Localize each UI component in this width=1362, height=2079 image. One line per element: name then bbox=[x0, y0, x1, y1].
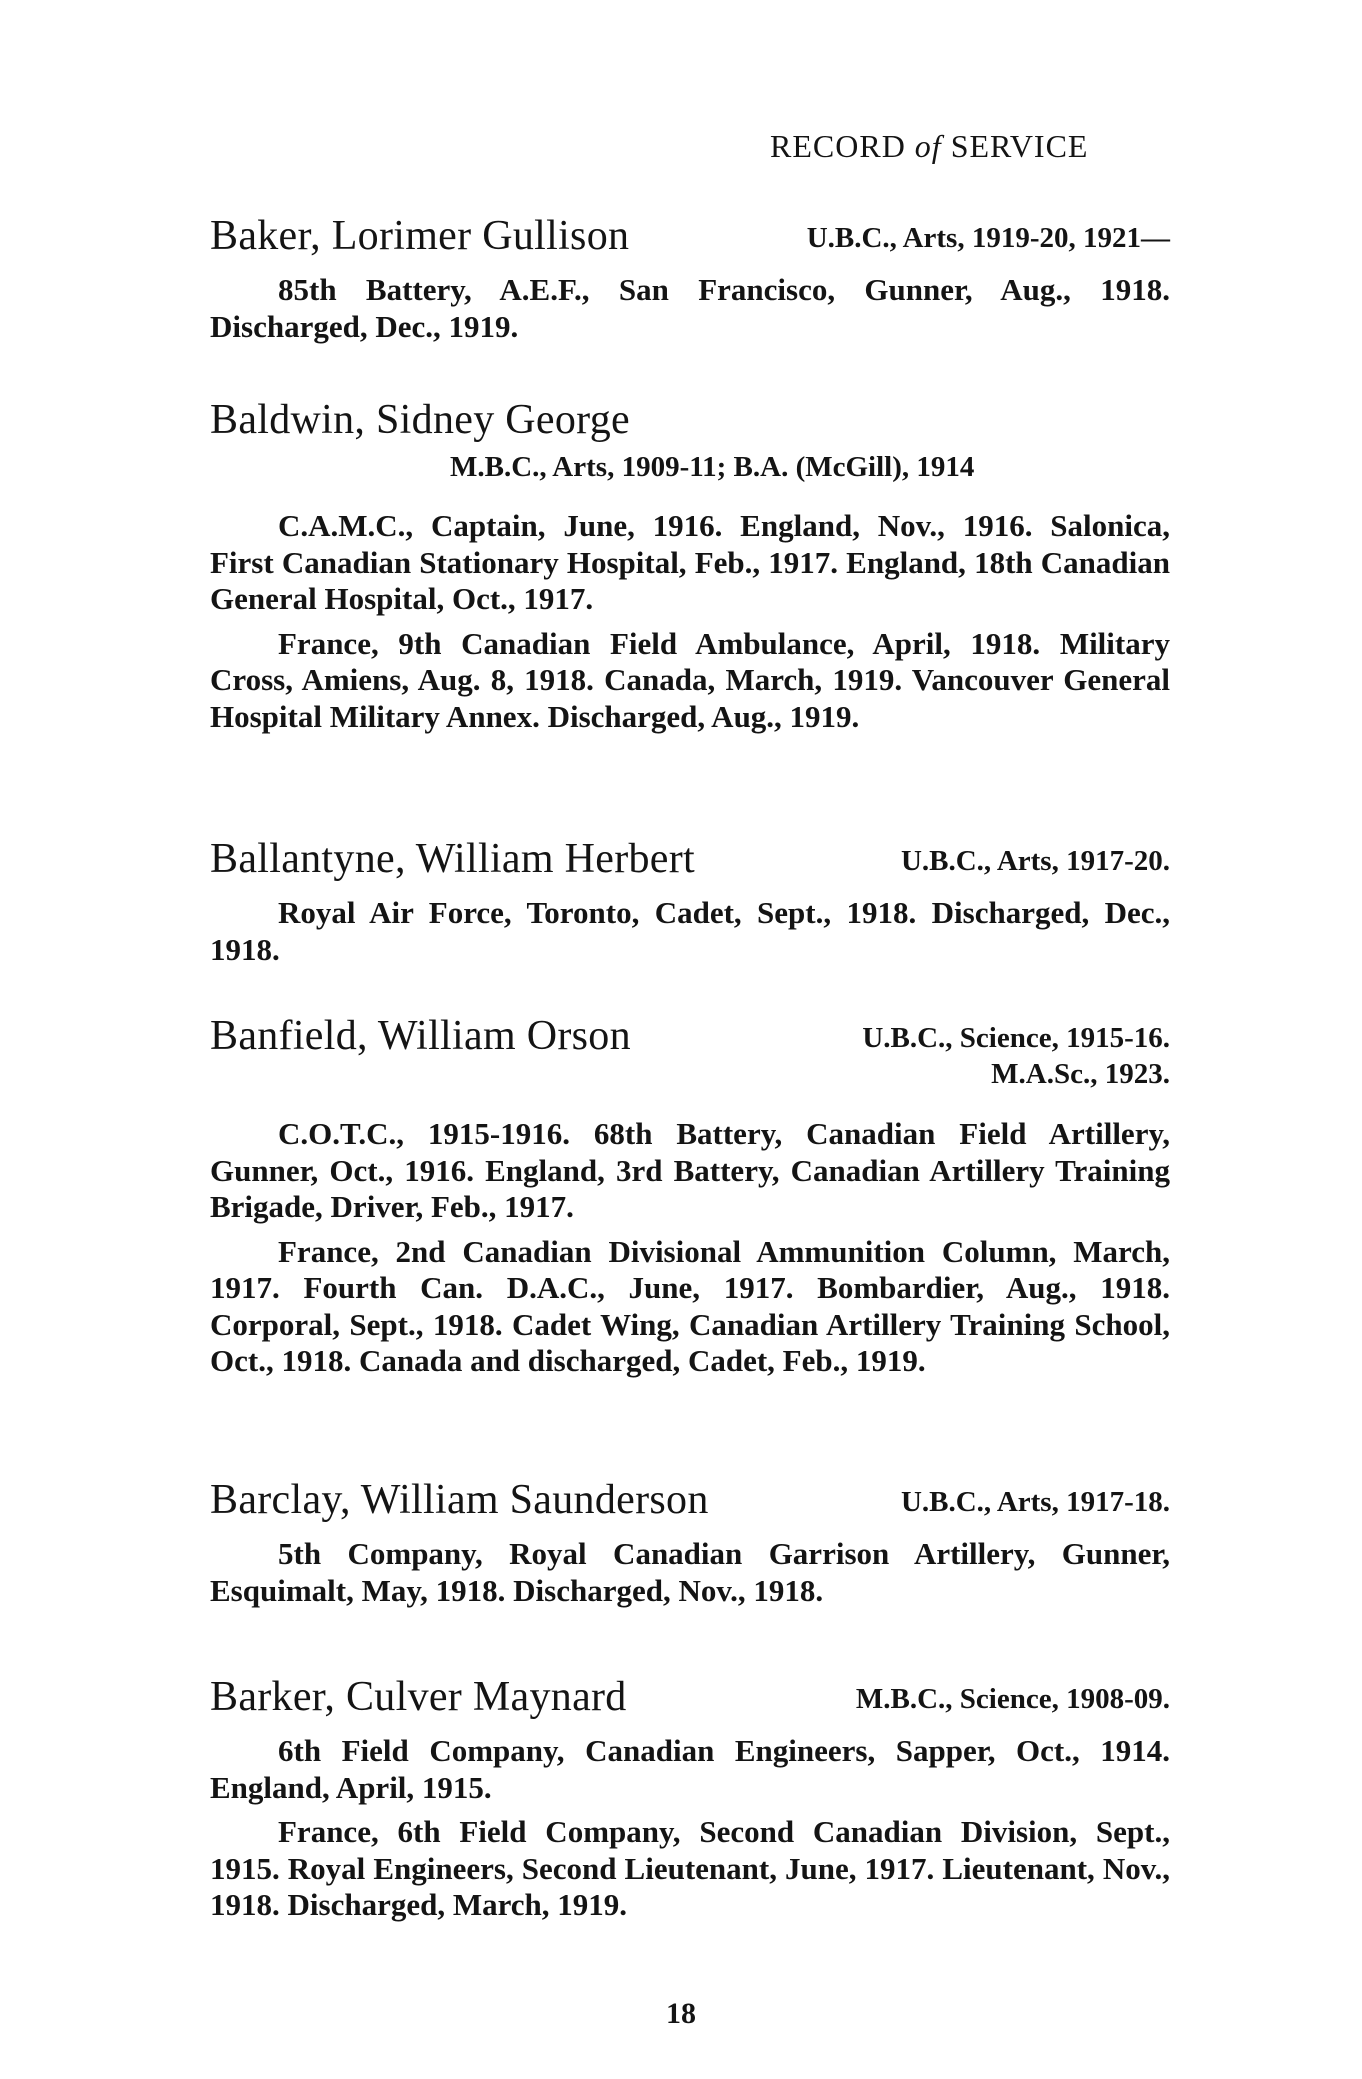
entry-baldwin bbox=[210, 396, 1170, 735]
entry-paragraph: 6th Field Company, Canadian Engineers, Sapper, Oct., 1914. England, April, 1915. bbox=[210, 1733, 1170, 1805]
entry-header bbox=[210, 212, 1170, 268]
entry-body bbox=[210, 508, 1170, 735]
entry-body bbox=[210, 1536, 1170, 1609]
entry-header bbox=[210, 1476, 1170, 1532]
entry-ballantyne bbox=[210, 835, 1170, 968]
entry-affiliation: U.B.C., Science, 1915-16. bbox=[862, 1022, 1170, 1054]
page-number: 18 bbox=[666, 1997, 696, 2030]
entry-name: Ballantyne, William Herbert bbox=[210, 836, 695, 882]
entry-body bbox=[210, 272, 1170, 345]
entry-paragraph: France, 9th Canadian Field Ambulance, April, 1918. Military Cross, Amiens, Aug. 8, 1918. Canada, March, 1919. Vancouver General Hospital Military Annex. Discharged, Aug., 1919. bbox=[210, 625, 1170, 734]
entry-header bbox=[210, 835, 1170, 891]
entry-degree: M.A.Sc., 1923. bbox=[991, 1058, 1170, 1090]
entry-paragraph: France, 6th Field Company, Second Canadian Division, Sept., 1915. Royal Engineers, Second Lieutenant, June, 1917. Lieutenant, Nov., 1918. Discharged, March, 1919. bbox=[210, 1814, 1170, 1922]
entry-paragraph: 5th Company, Royal Canadian Garrison Artillery, Gunner, Esquimalt, May, 1918. Discharged, Nov., 1918. bbox=[210, 1536, 1170, 1608]
entry-paragraph: France, 2nd Canadian Divisional Ammunition Column, March, 1917. Fourth Can. D.A.C., June, 1917. Bombardier, Aug., 1918. Corporal, Sept., 1918. Cadet Wing, Canadian Artillery Training School, Oct., 1918. Canada and discharged, Cadet, Feb., 1919. bbox=[210, 1233, 1170, 1378]
entry-baker bbox=[210, 212, 1170, 345]
entry-affiliation: M.B.C., Arts, 1909-11; B.A. (McGill), 1914 bbox=[450, 451, 975, 483]
entry-paragraph: Royal Air Force, Toronto, Cadet, Sept., 1918. Discharged, Dec., 1918. bbox=[210, 895, 1170, 967]
entry-banfield bbox=[210, 1012, 1170, 1380]
entry-affiliation: M.B.C., Science, 1908-09. bbox=[855, 1683, 1170, 1715]
entry-header bbox=[210, 396, 1170, 446]
running-head-of: of bbox=[914, 128, 942, 164]
entry-body bbox=[210, 895, 1170, 968]
running-head-record: RECORD bbox=[770, 128, 915, 164]
entry-header bbox=[210, 1012, 1170, 1058]
entry-body bbox=[210, 1733, 1170, 1924]
entry-barclay bbox=[210, 1476, 1170, 1609]
entry-affiliation: U.B.C., Arts, 1917-18. bbox=[900, 1486, 1170, 1518]
entry-paragraph: C.A.M.C., Captain, June, 1916. England, Nov., 1916. Salonica, First Canadian Stationary Hospital, Feb., 1917. England, 18th Canadian General Hospital, Oct., 1917. bbox=[210, 508, 1170, 616]
entry-affiliation: U.B.C., Arts, 1917-20. bbox=[900, 845, 1170, 877]
entry-name: Baker, Lorimer Gullison bbox=[210, 213, 630, 259]
entry-affiliation: U.B.C., Arts, 1919-20, 1921— bbox=[806, 222, 1170, 254]
entry-body bbox=[210, 1116, 1170, 1380]
entry-name: Barclay, William Saunderson bbox=[210, 1477, 709, 1523]
running-head-service: SERVICE bbox=[941, 128, 1089, 164]
entry-barker bbox=[210, 1673, 1170, 1924]
running-head bbox=[770, 128, 1088, 165]
entry-name: Banfield, William Orson bbox=[210, 1013, 631, 1059]
entry-paragraph: C.O.T.C., 1915-1916. 68th Battery, Canadian Field Artillery, Gunner, Oct., 1916. England, 3rd Battery, Canadian Artillery Training Brigade, Driver, Feb., 1917. bbox=[210, 1116, 1170, 1224]
entry-header bbox=[210, 1673, 1170, 1729]
entry-paragraph: 85th Battery, A.E.F., San Francisco, Gunner, Aug., 1918. Discharged, Dec., 1919. bbox=[210, 272, 1170, 344]
entry-name: Baldwin, Sidney George bbox=[210, 397, 630, 443]
entry-name: Barker, Culver Maynard bbox=[210, 1674, 627, 1720]
